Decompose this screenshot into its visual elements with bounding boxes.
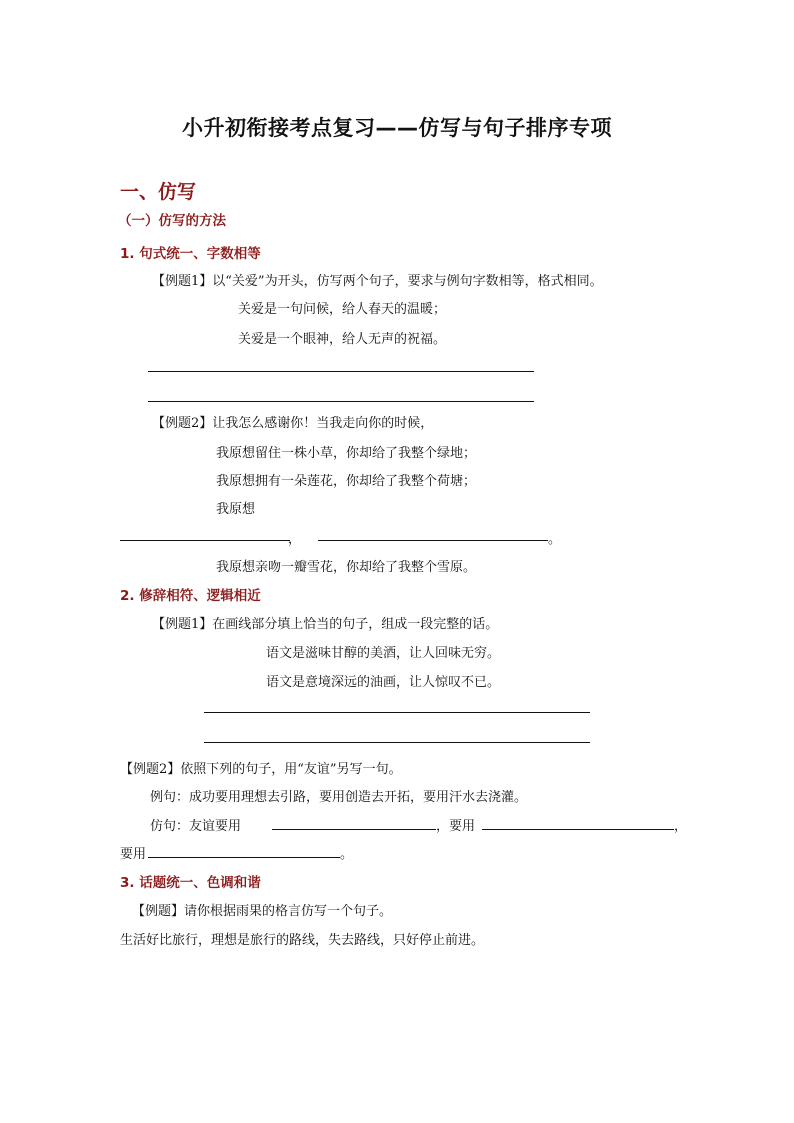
example-1-line-2: 关爱是一个眼神，给人无声的祝福。 (238, 332, 447, 347)
answer-line[interactable] (318, 540, 548, 541)
fill-period: 。 (340, 847, 354, 862)
example-2-line-1: 我原想留住一株小草，你却给了我整个绿地； (216, 446, 477, 461)
answer-line[interactable] (272, 829, 436, 830)
period: 。 (548, 532, 562, 547)
point-heading-3: 3. 话题统一、色调和谐 (120, 875, 261, 891)
example-2-line-3: 我原想 (216, 502, 256, 517)
fill-next: 要用 (120, 847, 147, 862)
example-5-line-1: 生活好比旅行，理想是旅行的路线，失去路线，只好停止前进。 (120, 933, 485, 948)
fill-end: ， (674, 819, 688, 834)
point-heading-2: 2. 修辞相符、逻辑相近 (120, 588, 261, 604)
fill-mid: ，要用 (436, 819, 476, 834)
example-1-line-1: 关爱是一句问候，给人春天的温暖； (238, 302, 447, 317)
example-2-line-2: 我原想拥有一朵莲花，你却给了我整个荷塘； (216, 474, 477, 489)
example-3-line-2: 语文是意境深远的油画，让人惊叹不已。 (266, 675, 501, 690)
example-2-line-4: 我原想亲吻一瓣雪花，你却给了我整个雪原。 (216, 560, 477, 575)
answer-line[interactable] (204, 742, 590, 743)
example-4-sample: 例句：成功要用理想去引路，要用创造去开拓，要用汗水去浇灌。 (150, 790, 528, 805)
answer-line[interactable] (204, 712, 590, 713)
example-5-prompt: 【例题】请你根据雨果的格言仿写一个句子。 (132, 904, 393, 919)
example-3-line-1: 语文是滋味甘醇的美酒，让人回味无穷。 (266, 646, 501, 661)
answer-line[interactable] (148, 401, 534, 402)
answer-line[interactable] (148, 857, 340, 858)
example-1-prompt: 【例题1】以“关爱”为开头，仿写两个句子，要求与例句字数相等，格式相同。 (152, 274, 603, 289)
section-heading-imitation: 一、仿写 (120, 181, 197, 203)
point-heading-1: 1. 句式统一、字数相等 (120, 246, 261, 262)
subheading-methods: （一）仿写的方法 (118, 213, 226, 229)
answer-line[interactable] (482, 829, 674, 830)
example-2-prompt: 【例题2】让我怎么感谢你！当我走向你的时候， (152, 416, 434, 431)
comma: ， (288, 532, 302, 547)
answer-line[interactable] (148, 371, 534, 372)
answer-line[interactable] (120, 540, 290, 541)
example-4-prompt: 【例题2】依照下列的句子，用“友谊”另写一句。 (120, 762, 402, 777)
example-3-prompt: 【例题1】在画线部分填上恰当的句子，组成一段完整的话。 (152, 617, 499, 632)
fill-start: 仿句：友谊要用 (150, 819, 242, 834)
page-title: 小升初衔接考点复习——仿写与句子排序专项 (182, 116, 612, 140)
